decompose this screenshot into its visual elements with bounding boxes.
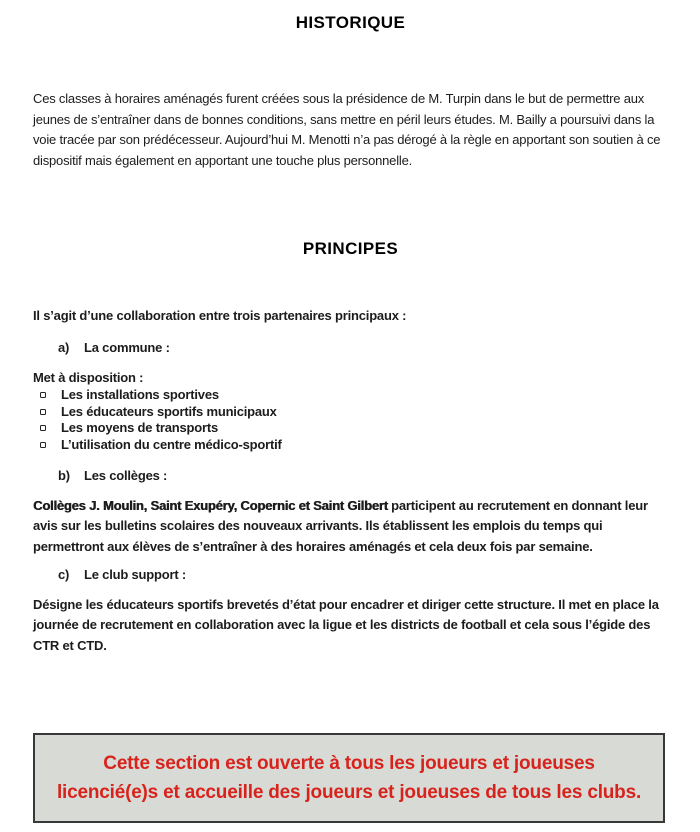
list-marker-a: a) (58, 339, 70, 355)
square-bullet-icon (40, 392, 46, 398)
principes-intro: Il s’agit d’une collaboration entre trois partenaires principaux : (33, 308, 407, 323)
colleges-bold-lead: Collèges J. Moulin, Saint Exupéry, Copernic et Saint Gilbert (33, 497, 388, 513)
list-item-b (33, 466, 668, 487)
list-label-c: Le club support : (84, 567, 187, 582)
commune-header: Met à disposition : (33, 370, 144, 385)
colleges-text: participent au recrutement en donnant leur avis sur les bulletins scolaires des nouveaux arrivants. Ils établissent les emplois du temps qui permettront aux élèves de s’entraîner à des horaires aménagés et cela deux fois par semaine. (33, 497, 648, 554)
club-paragraph: Désigne les éducateurs sportifs brevetés d’état pour encadrer et diriger cette structure. Il met en place la journée de recrutement en collaboration avec la ligue et les districts de football et cela sous l’égide des CTR et CTD. (33, 596, 659, 653)
colleges-paragraph (33, 496, 668, 558)
list-item-a (33, 338, 668, 359)
bullet-item (40, 437, 668, 454)
bullet-item (40, 420, 668, 437)
section-title-principes: PRINCIPES (302, 239, 399, 258)
commune-bullet-list (33, 387, 668, 453)
historique-paragraph: Ces classes à horaires aménagés furent créées sous la présidence de M. Turpin dans le but de permettre aux jeunes de s’entraîner dans de bonnes conditions, sans mettre en péril leurs études. M. Bailly a poursuivi dans la voie tracée par son prédécesseur. Aujourd’hui M. Menotti n’a pas dérogé à la règle en apportant son soutien à ce dispositif mais également en apportant une touche plus personnelle. (33, 91, 661, 168)
list-marker-b: b) (58, 468, 70, 483)
bullet-item (40, 387, 668, 404)
notice-box (33, 733, 665, 823)
bullet-text: Les moyens de transports (61, 420, 219, 435)
bullet-text: Les installations sportives (61, 387, 219, 402)
bullet-item (40, 404, 668, 421)
section-title-historique: HISTORIQUE (295, 13, 406, 32)
notice-text: Cette section est ouverte à tous les joueurs et joueuses licencié(e)s et accueille des joueurs et joueuses de tous les clubs. (56, 753, 642, 803)
list-marker-c: c) (58, 567, 70, 582)
square-bullet-icon (40, 425, 46, 431)
square-bullet-icon (40, 409, 46, 415)
square-bullet-icon (40, 442, 46, 448)
list-label-a: La commune : (84, 339, 170, 355)
list-label-b: Les collèges : (84, 468, 168, 483)
bullet-text: L’utilisation du centre médico-sportif (61, 436, 282, 452)
bullet-text: Les éducateurs sportifs municipaux (61, 403, 277, 419)
list-item-c (33, 565, 668, 586)
